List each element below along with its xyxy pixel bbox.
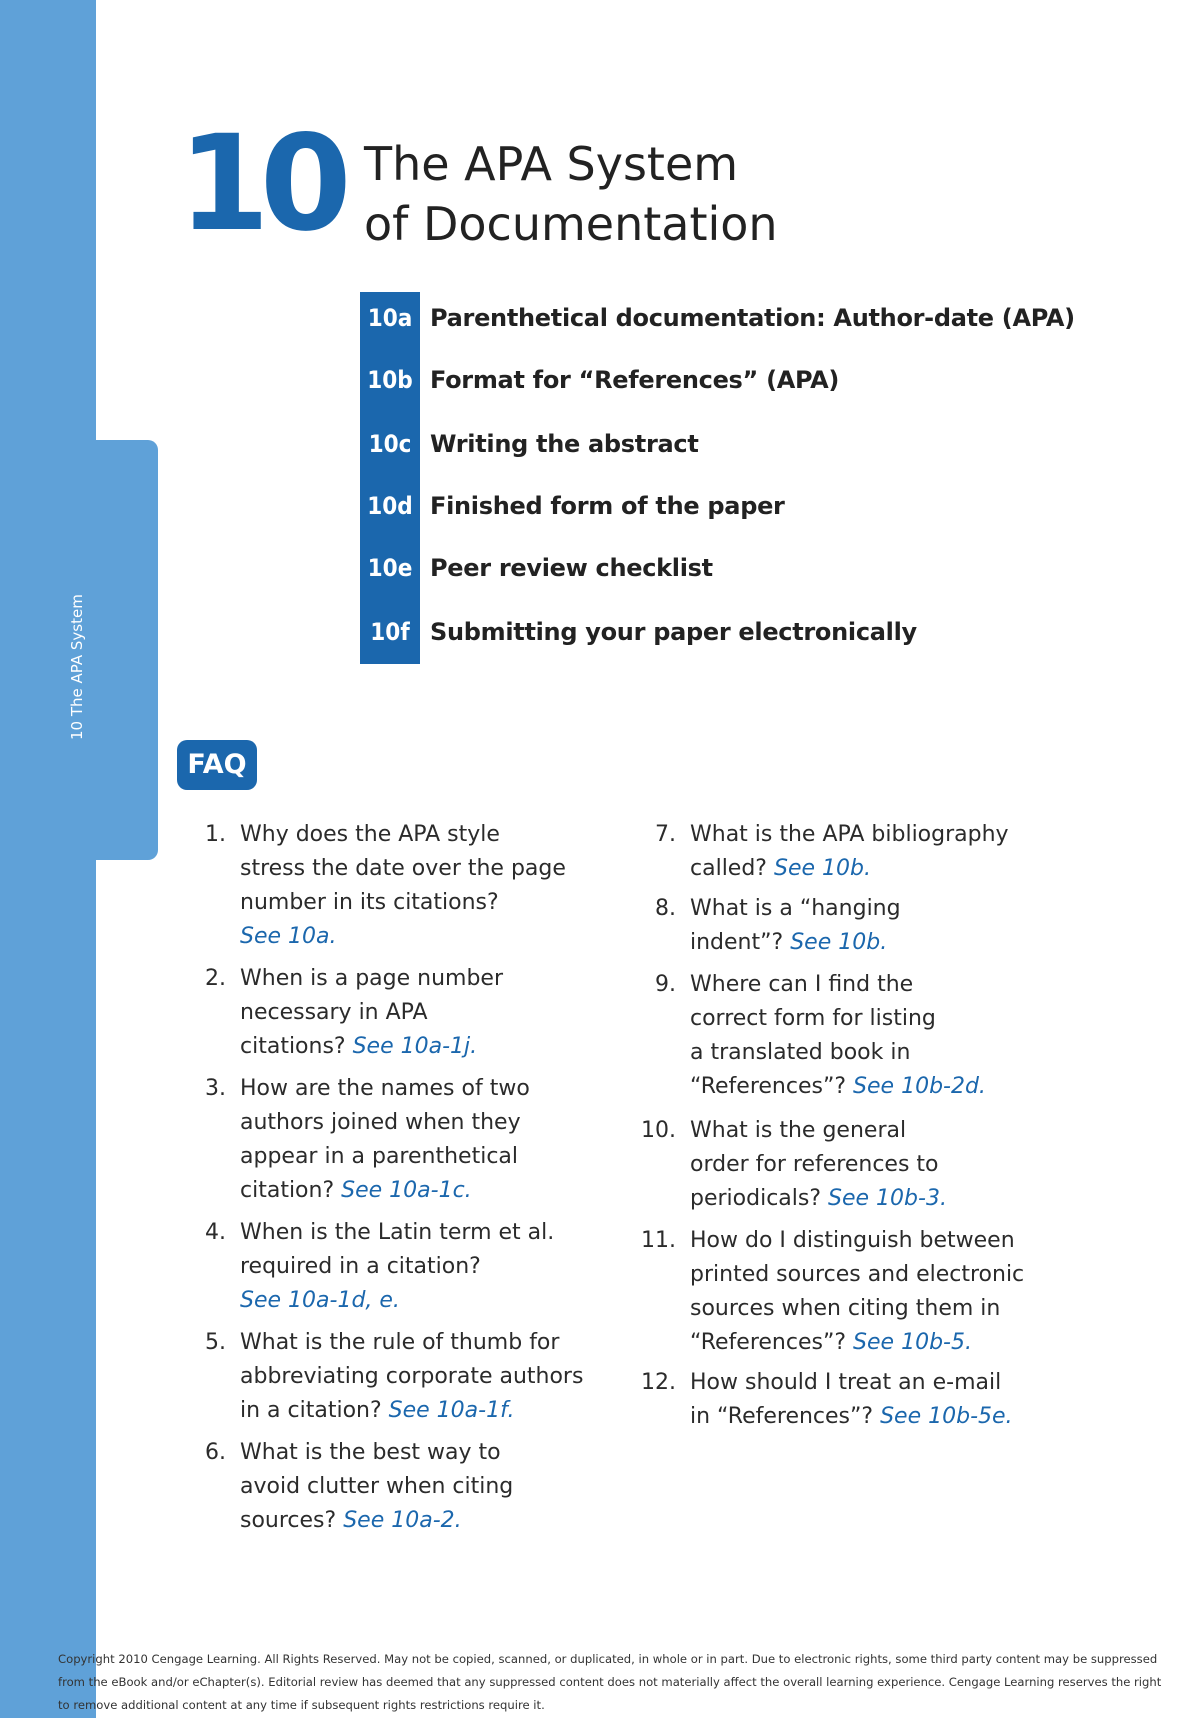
faq-line-prefix: “References”? xyxy=(690,1074,854,1099)
faq-line: How should I treat an e-mail xyxy=(690,1370,1002,1395)
faq-number: 6. xyxy=(205,1440,226,1465)
faq-question xyxy=(690,892,901,960)
faq-number: 12. xyxy=(641,1370,676,1395)
chapter-title xyxy=(364,134,778,254)
faq-line: What is the APA bibliography xyxy=(690,822,1009,847)
toc-item-10f[interactable] xyxy=(360,612,917,652)
faq-line: How do I distinguish between xyxy=(690,1228,1015,1253)
faq-number: 10. xyxy=(641,1118,676,1143)
see-link[interactable]: See 10b-5. xyxy=(853,1330,972,1355)
faq-question xyxy=(240,1072,530,1208)
see-link[interactable]: See 10a-1j. xyxy=(352,1034,478,1059)
faq-question xyxy=(240,1326,583,1428)
toc-title: Writing the abstract xyxy=(430,430,699,458)
faq-line: What is the rule of thumb for xyxy=(240,1330,560,1355)
faq-number: 2. xyxy=(205,966,226,991)
toc-item-10c[interactable] xyxy=(360,424,699,464)
faq-line: What is the general xyxy=(690,1118,907,1143)
faq-line: Where can I find the xyxy=(690,972,914,997)
faq-line-prefix: in a citation? xyxy=(240,1398,389,1423)
toc-item-10b[interactable] xyxy=(360,360,839,400)
see-link[interactable]: See 10a-1d, e. xyxy=(240,1288,400,1313)
toc-title: Submitting your paper electronically xyxy=(430,618,917,646)
faq-line: order for references to xyxy=(690,1152,939,1177)
chapter-title-line-2: of Documentation xyxy=(364,197,778,251)
faq-line-prefix: called? xyxy=(690,856,774,881)
faq-number: 7. xyxy=(655,822,676,847)
toc-code: 10f xyxy=(370,618,410,646)
toc-title: Finished form of the paper xyxy=(430,492,785,520)
faq-number: 1. xyxy=(205,822,226,847)
faq-line: appear in a parenthetical xyxy=(240,1144,519,1169)
faq-line: sources when citing them in xyxy=(690,1296,1001,1321)
faq-line: correct form for listing xyxy=(690,1006,936,1031)
toc-code: 10e xyxy=(367,554,413,582)
faq-question xyxy=(240,818,566,954)
faq-number: 4. xyxy=(205,1220,226,1245)
toc-code: 10b xyxy=(367,366,413,394)
chapter-thumb-tab-label: 10 The APA System xyxy=(68,594,86,740)
faq-line: avoid clutter when citing xyxy=(240,1474,514,1499)
toc-code: 10d xyxy=(367,492,413,520)
see-link[interactable]: See 10b-5e. xyxy=(880,1404,1013,1429)
faq-line: How are the names of two xyxy=(240,1076,530,1101)
copyright-notice: Copyright 2010 Cengage Learning. All Rights Reserved. May not be copied, scanned, or duplicated, in whole or in part. Due to electronic rights, some third party content may be suppressed from the eBook and/or eChapter(s). Editorial review has deemed that any suppressed content does not materially affect the overall learning experience. Cengage Learning reserves the right to remove additional content at any time if subsequent rights restrictions require it. xyxy=(58,1652,1162,1712)
see-link[interactable]: See 10a-1f. xyxy=(388,1398,515,1423)
faq-question xyxy=(240,962,503,1064)
faq-line: Why does the APA style xyxy=(240,822,500,847)
faq-line: What is the best way to xyxy=(240,1440,501,1465)
chapter-title-line-1: The APA System xyxy=(364,137,739,191)
see-link[interactable]: See 10b. xyxy=(790,930,888,955)
faq-line: stress the date over the page xyxy=(240,856,566,881)
faq-line: necessary in APA xyxy=(240,1000,428,1025)
faq-question xyxy=(690,1224,1024,1360)
faq-question xyxy=(690,1366,1013,1434)
faq-number: 5. xyxy=(205,1330,226,1355)
toc-item-10a[interactable] xyxy=(360,298,1075,338)
faq-line: printed sources and electronic xyxy=(690,1262,1025,1287)
faq-line: When is a page number xyxy=(240,966,504,991)
toc-title: Parenthetical documentation: Author-date (APA) xyxy=(430,304,1075,332)
toc-item-10e[interactable] xyxy=(360,548,713,588)
faq-line: What is a “hanging xyxy=(690,896,901,921)
faq-line-prefix: “References”? xyxy=(690,1330,854,1355)
faq-line: When is the Latin term et al. xyxy=(240,1220,555,1245)
toc-item-10d[interactable] xyxy=(360,486,785,526)
toc-title: Peer review checklist xyxy=(430,554,713,582)
faq-number: 8. xyxy=(655,896,676,921)
faq-line-prefix: in “References”? xyxy=(690,1404,881,1429)
faq-line-prefix: citation? xyxy=(240,1178,342,1203)
toc-code: 10c xyxy=(368,430,412,458)
faq-question xyxy=(690,968,986,1104)
faq-number: 11. xyxy=(641,1228,676,1253)
see-link[interactable]: See 10a-2. xyxy=(343,1508,462,1533)
faq-question xyxy=(690,1114,947,1216)
faq-badge: FAQ xyxy=(177,740,257,790)
faq-number: 9. xyxy=(655,972,676,997)
faq-line-prefix: sources? xyxy=(240,1508,344,1533)
faq-line: abbreviating corporate authors xyxy=(240,1364,584,1389)
faq-line: required in a citation? xyxy=(240,1254,481,1279)
see-link[interactable]: See 10a-1c. xyxy=(341,1178,472,1203)
faq-question xyxy=(690,818,1009,886)
faq-line-prefix: citations? xyxy=(240,1034,353,1059)
toc-code: 10a xyxy=(367,304,413,332)
toc-code-bar xyxy=(360,292,420,664)
faq-question xyxy=(240,1436,513,1538)
see-link[interactable]: See 10b-3. xyxy=(828,1186,947,1211)
toc-title: Format for “References” (APA) xyxy=(430,366,840,394)
faq-question xyxy=(240,1216,554,1318)
faq-line-prefix: periodicals? xyxy=(690,1186,829,1211)
see-link[interactable]: See 10b. xyxy=(773,856,871,881)
faq-number: 3. xyxy=(205,1076,226,1101)
faq-line-prefix: indent”? xyxy=(690,930,791,955)
see-link[interactable]: See 10a. xyxy=(240,924,337,949)
faq-line: a translated book in xyxy=(690,1040,911,1065)
faq-line: number in its citations? xyxy=(240,890,499,915)
see-link[interactable]: See 10b-2d. xyxy=(853,1074,986,1099)
chapter-number: 10 xyxy=(178,107,342,261)
faq-line: authors joined when they xyxy=(240,1110,521,1135)
